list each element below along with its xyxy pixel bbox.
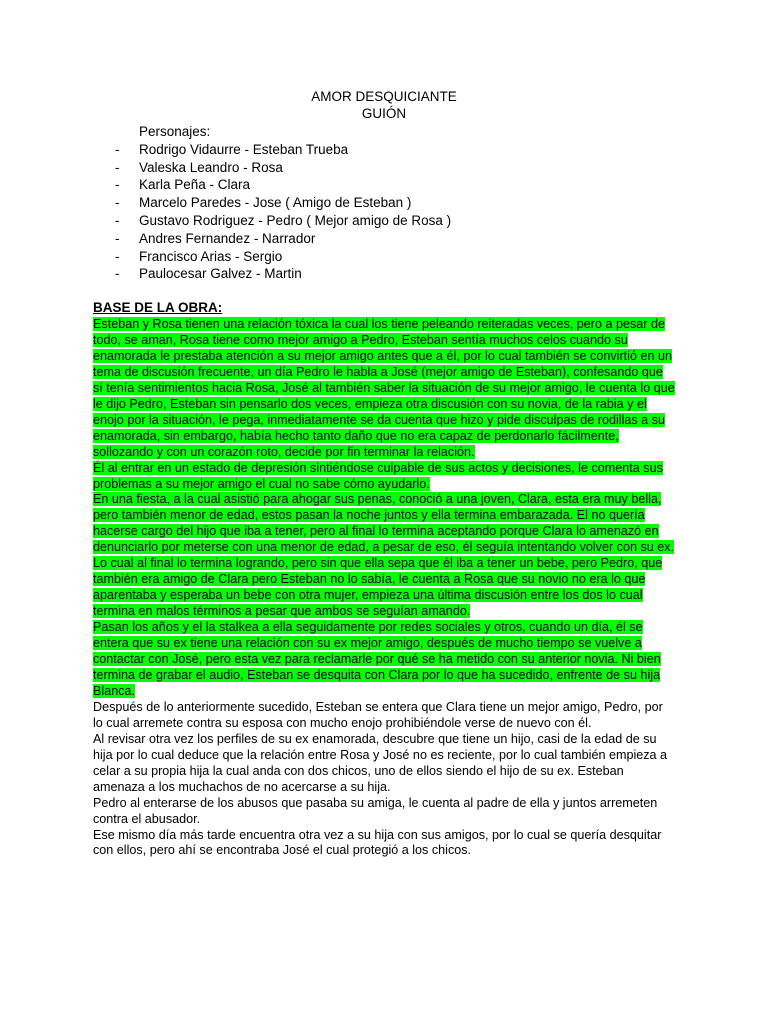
bullet: - bbox=[115, 195, 120, 211]
cast-member-text: Karla Peña - Clara bbox=[139, 177, 251, 193]
cast-member bbox=[115, 248, 451, 266]
bullet: - bbox=[115, 177, 120, 193]
cast-member-text: Andres Fernandez - Narrador bbox=[139, 230, 316, 246]
bullet: - bbox=[115, 159, 120, 175]
document-title: AMOR DESQUICIANTE bbox=[311, 89, 457, 104]
bullet: - bbox=[115, 141, 120, 157]
paragraph: Después de lo anteriormente sucedido, Esteban se entera que Clara tiene un mejor amigo, Pedro, por lo cual arremete contra su esposa con mucho enojo prohibiéndole verse de nuevo con él. bbox=[93, 699, 663, 730]
cast-header: Personajes: bbox=[139, 124, 211, 139]
highlighted-text: Él al entrar en un estado de depresión sintiéndose culpable de sus actos y decisiones, le comenta sus problemas a su mejor amigo el cual no sabe cómo ayudarlo. bbox=[93, 460, 663, 491]
document-body bbox=[93, 317, 675, 859]
cast-member-text: Valeska Leandro - Rosa bbox=[139, 159, 283, 175]
paragraph bbox=[93, 620, 675, 700]
paragraph: Pedro al enterarse de los abusos que pasaba su amiga, le cuenta al padre de ella y juntos arremeten contra el abusador. bbox=[93, 795, 658, 826]
cast-member-text: Gustavo Rodriguez - Pedro ( Mejor amigo de Rosa ) bbox=[139, 212, 452, 228]
paragraph bbox=[93, 492, 675, 556]
bullet: - bbox=[115, 248, 120, 264]
paragraph bbox=[93, 317, 675, 461]
bullet: - bbox=[115, 230, 120, 246]
cast-member bbox=[115, 141, 451, 159]
cast-list bbox=[115, 123, 451, 283]
highlighted-text: Lo cual al final lo termina logrando, pero sin que ella sepa que él iba a tener un bebe, pero Pedro, que también era amigo de Clara pero Esteban no lo sabía, le cuenta a Rosa que su novio no era lo que aparentaba y esperaba un bebe con otra mujer, empieza una última discusión entre los dos lo cual termina en malos términos a pesar que ambos se seguían amando. bbox=[93, 556, 663, 619]
paragraph bbox=[93, 556, 675, 620]
document-subtitle: GUIÓN bbox=[361, 106, 407, 121]
cast-member bbox=[115, 212, 451, 230]
cast-member-text: Marcelo Paredes - Jose ( Amigo de Esteban ) bbox=[139, 195, 412, 211]
cast-member-text: Paulocesar Galvez - Martin bbox=[139, 266, 302, 282]
bullet: - bbox=[115, 266, 120, 282]
highlighted-text: Esteban y Rosa tienen una relación tóxica la cual los tiene peleando reiteradas veces, pero a pesar de todo, se aman, Rosa tiene como mejor amigo a Pedro, Esteban sentía muchos celos cuando su enamorada le prestaba atención a su mejor amigo antes que a él, por lo cual también se convirtió en un tema de discusión frecuente, un día Pedro le habla a José (mejor amigo de Esteban), confesando que sí tenía sentimientos hacia Rosa, José al también saber la situación de su mejor amigo, le cuenta lo que le dijo Pedro, Esteban sin pensarlo dos veces, empieza otra discusión con su novia, de la rabia y el enojo por la situación, le pega, inmediatamente se da cuenta que hizo y pide disculpas de rodillas a su enamorada, sin embargo, había hecho tanto daño que no era capaz de perdonarlo fácilmente, sollozando y con un corazón roto, decide por fin terminar la relación. bbox=[93, 317, 675, 459]
cast-member-text: Francisco Arias - Sergio bbox=[139, 248, 283, 264]
cast-member-text: Rodrigo Vidaurre - Esteban Trueba bbox=[139, 141, 349, 157]
section-heading: BASE DE LA OBRA: bbox=[93, 300, 223, 315]
cast-member bbox=[115, 230, 451, 248]
cast-member bbox=[115, 159, 451, 177]
paragraph bbox=[93, 461, 675, 493]
cast-member bbox=[115, 194, 451, 212]
highlighted-text: En una fiesta, a la cual asistió para ahogar sus penas, conoció a una joven, Clara, esta era muy bella, pero también menor de edad, estos pasan la noche juntos y ella termina embarazada. El no quería hacerse cargo del hijo que iba a tener, pero al final lo termina aceptando porque Clara lo amenazó en denunciarlo por meterse con una menor de edad, a pesar de eso, él seguía intentando volver con su ex. bbox=[93, 492, 675, 555]
highlighted-text: Pasan los años y el la stalkea a ella seguidamente por redes sociales y otros, cuando un día, él se entera que su ex tiene una relación con su ex mejor amigo, después de mucho tiempo se vuelve a contactar con José, pero esta vez para reclamarle por qué se ha metido con su anterior novia. Ni bien termina de grabar el audio, Esteban se desquita con Clara por lo que ha sucedido, enfrente de su hija Blanca. bbox=[93, 620, 661, 698]
cast-member bbox=[115, 265, 451, 283]
paragraph: Ese mismo día más tarde encuentra otra vez a su hija con sus amigos, por lo cual se quería desquitar con ellos, pero ahí se encontraba José el cual protegió a los chicos. bbox=[93, 827, 662, 858]
cast-member bbox=[115, 176, 451, 194]
bullet: - bbox=[115, 212, 120, 228]
paragraph: Al revisar otra vez los perfiles de su ex enamorada, descubre que tiene un hijo, casi de la edad de su hija por lo cual deduce que la relación entre Rosa y José no es reciente, por lo cual también empieza a celar a su propia hija la cual anda con dos chicos, uno de ellos siendo el hijo de su ex. Esteban amenaza a los muchachos de no acercarse a su hija. bbox=[93, 731, 668, 794]
